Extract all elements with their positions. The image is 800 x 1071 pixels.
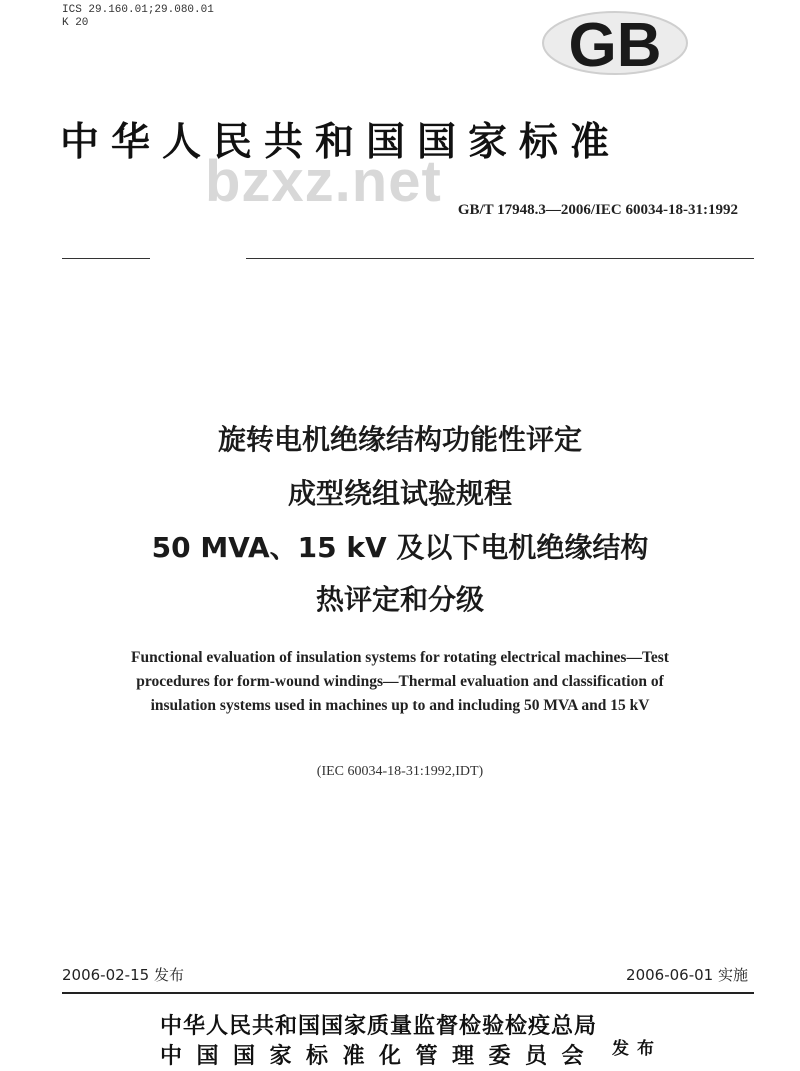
classification-codes — [62, 4, 214, 30]
title-en-line2: procedures for form-wound windings—Thermal evaluation and classification of — [136, 673, 664, 690]
title-en-line3: insulation systems used in machines up to and including 50 MVA and 15 kV — [150, 697, 650, 714]
publisher-line1: 中华人民共和国国家质量监督检验检疫总局 — [160, 1013, 598, 1039]
footer-divider — [62, 992, 754, 994]
divider-left — [62, 258, 150, 259]
national-standard-heading: 中华人民共和国国家标准 — [60, 120, 622, 165]
title-zh-line3: 50 MVA、15 kV 及以下电机绝缘结构 — [151, 531, 649, 564]
title-en-line1: Functional evaluation of insulation systems for rotating electrical machines—Test — [131, 649, 669, 666]
equivalence-note: (IEC 60034-18-31:1992,IDT) — [316, 764, 484, 779]
divider-right — [246, 258, 754, 259]
title-en — [40, 646, 760, 718]
gb-logo — [540, 10, 690, 76]
title-zh-line4: 热评定和分级 — [315, 583, 484, 616]
issue-date: 2006-02-15 发布 — [62, 966, 184, 984]
implement-date: 2006-06-01 实施 — [626, 966, 748, 984]
ccs-code: K 20 — [62, 17, 89, 29]
watermark: bzxz.net — [205, 149, 442, 214]
title-zh-line1: 旋转电机绝缘结构功能性评定 — [217, 423, 582, 456]
standard-code: GB/T 17948.3—2006/IEC 60034-18-31:1992 — [457, 202, 738, 218]
publisher-line2: 中国国家标准化管理委员会 — [160, 1043, 599, 1069]
gb-logo-text: GB — [568, 11, 662, 76]
publish-label: 发布 — [612, 1039, 662, 1059]
ics-code: ICS 29.160.01;29.080.01 — [62, 4, 214, 16]
title-zh-line2: 成型绕组试验规程 — [287, 477, 512, 510]
